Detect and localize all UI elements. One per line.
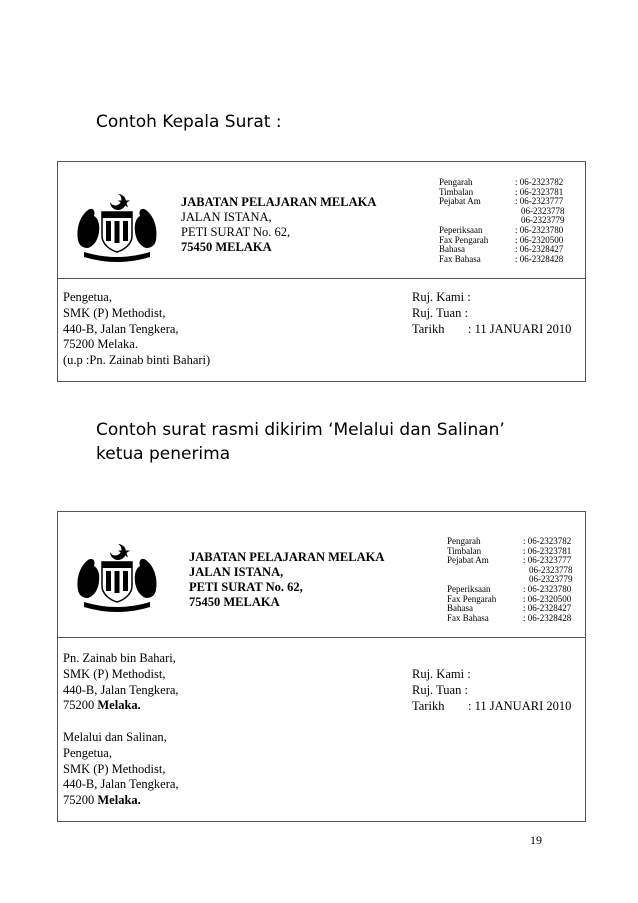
coat-of-arms-icon [72, 542, 162, 612]
ref-our-line: Ruj. Kami : [412, 290, 471, 304]
contact-row: Peperiksaan : 06-2323780 [447, 583, 572, 594]
address-line: SMK (P) Methodist, [63, 305, 166, 320]
department-postcode: 75450 MELAKA [189, 595, 280, 609]
address-line: 440-B, Jalan Tengkera, [63, 777, 179, 792]
ref-date-line: Tarikh : 11 JANUARI 2010 [412, 321, 572, 336]
address-line: 440-B, Jalan Tengkera, [63, 682, 179, 697]
address-line: 75200 Melaka. [63, 698, 141, 713]
letterhead-2 [58, 512, 585, 638]
address-line: 75200 Melaka. [63, 337, 138, 352]
department-postcode: 75450 MELAKA [181, 240, 272, 254]
letterhead-1 [58, 162, 585, 279]
contact-row: Bahasa : 06-2328427 [439, 244, 564, 255]
department-street: JALAN ISTANA, [189, 565, 284, 579]
contact-row: Fax Pengarah : 06-2320500 [447, 593, 572, 604]
ref-date-line: Tarikh : 11 JANUARI 2010 [412, 698, 572, 713]
address-line: Melalui dan Salinan, [63, 729, 167, 744]
department-pobox: PETI SURAT No. 62, [189, 580, 303, 594]
heading-example-letterhead: Contoh Kepala Surat : [96, 112, 282, 132]
page-number: 19 [530, 833, 542, 847]
heading-line: Contoh surat rasmi dikirim ‘Melalui dan Salinan’ [96, 420, 505, 440]
contact-row: Fax Bahasa : 06-2328428 [439, 253, 564, 264]
contact-row: Fax Bahasa : 06-2328428 [447, 612, 572, 623]
contact-row: Timbalan : 06-2323781 [447, 545, 572, 556]
contact-list-1 [439, 178, 565, 264]
ref-your-line: Ruj. Tuan : [412, 682, 468, 697]
contact-row: Pejabat Am : 06-2323777 [439, 196, 564, 207]
heading-line: ketua penerima [96, 444, 231, 464]
coat-of-arms-icon [72, 192, 162, 262]
contact-row: 06-2323779 [529, 574, 573, 585]
heading-example-via-copy [96, 418, 505, 466]
department-pobox: PETI SURAT No. 62, [181, 225, 291, 239]
address-line: Pengetua, [63, 290, 112, 304]
contact-row: Pengarah : 06-2323782 [447, 536, 572, 546]
contact-row: Timbalan : 06-2323781 [439, 186, 564, 197]
address-line: 75200 Melaka. [63, 793, 141, 808]
contact-row: Peperiksaan : 06-2323780 [439, 224, 564, 235]
contact-row: 06-2323778 [529, 564, 573, 575]
contact-list-2 [447, 537, 573, 623]
contact-row: Pengarah : 06-2323782 [439, 177, 564, 187]
recipient-address-1 [63, 290, 210, 369]
address-line: 440-B, Jalan Tengkera, [63, 321, 179, 336]
letter-example-1 [57, 161, 586, 382]
address-line: SMK (P) Methodist, [63, 666, 166, 681]
contact-row: 06-2323778 [521, 205, 565, 216]
department-address-2 [189, 550, 384, 610]
address-line: SMK (P) Methodist, [63, 761, 166, 776]
department-address-1 [181, 195, 376, 255]
department-street: JALAN ISTANA, [181, 210, 272, 224]
address-line [63, 714, 179, 730]
contact-row: Bahasa : 06-2328427 [447, 603, 572, 614]
address-line: Pn. Zainab bin Bahari, [63, 651, 176, 665]
ref-your-line: Ruj. Tuan : [412, 305, 468, 320]
reference-block-2 [412, 667, 571, 714]
department-name: JABATAN PELAJARAN MELAKA [189, 550, 385, 564]
letter-example-2 [57, 511, 586, 822]
address-line: Pengetua, [63, 745, 112, 760]
ref-our-line: Ruj. Kami : [412, 667, 471, 681]
contact-row: 06-2323779 [521, 215, 565, 226]
recipient-address-2 [63, 651, 179, 809]
contact-row: Fax Pengarah : 06-2320500 [439, 234, 564, 245]
contact-row: Pejabat Am : 06-2323777 [447, 555, 572, 566]
department-name: JABATAN PELAJARAN MELAKA [181, 195, 377, 209]
address-line: (u.p :Pn. Zainab binti Bahari) [63, 353, 211, 368]
reference-block-1 [412, 290, 571, 337]
